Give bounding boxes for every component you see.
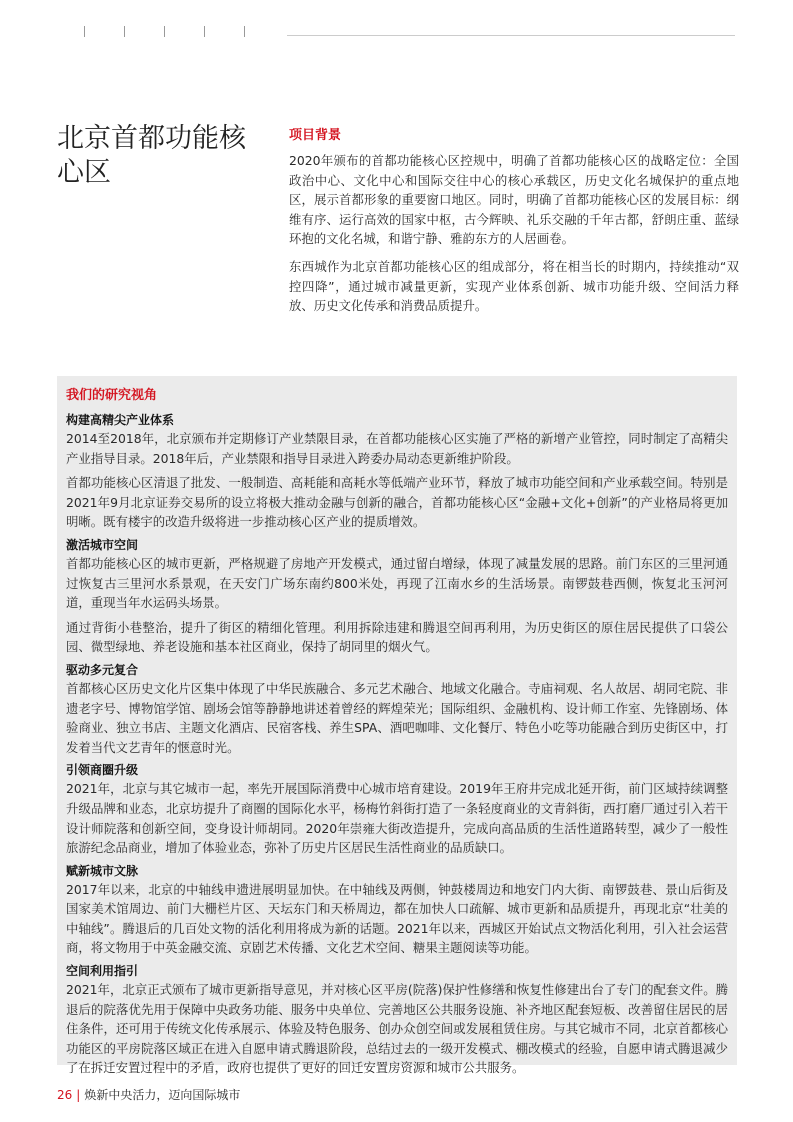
background-paragraph: 2020年颁布的首都功能核心区控规中，明确了首都功能核心区的战略定位：全国政治中心、文化中心和国际交往中心的核心承载区，历史文化名城保护的重点地区，展示首都形象的重要窗口地区。同时，明确了首都功能核心区的发展目标：纲维有序、运行高效的国家中枢，古今辉映、礼乐交融的千年古都，舒朗庄重、蓝绿环抱的文化名城，和谐宁静、雅韵东方的人居画卷。 — [289, 153, 739, 247]
footer-separator: | — [76, 1088, 81, 1102]
section-paragraph: 首都功能核心区的城市更新，严格规避了房地产开发模式，通过留白增绿，体现了减量发展的思路。前门东区的三里河通过恢复古三里河水系景观，在天安门广场东南约800米处，再现了江南水乡的生活场景。南锣鼓巷西侧，恢复北玉河河道，重现当年水运码头场景。 — [66, 555, 728, 611]
header-rule — [287, 35, 735, 36]
section-title: 赋新城市文脉 — [66, 863, 139, 878]
section-paragraph: 2021年，北京正式颁布了城市更新指导意见，并对核心区平房(院落)保护性修缮和恢复性修建出台了专门的配套文件。腾退后的院落优先用于保障中央政务功能、服务中央单位、完善地区公共服务设施、补齐地区配套短板、改善留住居民的居住条件，还可用于传统文化传承展示、体验及特色服务、创办众创空间或发展租赁住房。与其它城市不同，北京首都核心功能区的平房院落区域正在进入自愿申请式腾退阶段，总结过去的一级开发模式、棚改模式的经验，自愿申请式腾退减少了在拆迁安置过程中的矛盾，政府也提供了更好的回迁安置房资源和城市公共服务。 — [66, 982, 728, 1076]
section-paragraph: 首都功能核心区清退了批发、一般制造、高耗能和高耗水等低端产业环节，释放了城市功能空间和产业承载空间。特别是2021年9月北京证券交易所的设立将极大推动金融与创新的融合，首都功能核心区“金融+文化+创新”的产业格局将更加明晰。既有楼宇的改造升级将进一步推动核心区产业的提质增效。 — [66, 475, 728, 530]
research-box — [57, 376, 737, 1076]
background-heading: 项目背景 — [289, 128, 342, 143]
footer-title: 焕新中央活力，迈向国际城市 — [84, 1088, 241, 1102]
section-title: 驱动多元复合 — [66, 662, 139, 677]
header-tick — [164, 26, 165, 37]
section-paragraph: 通过背街小巷整治，提升了街区的精细化管理。利用拆除违建和腾退空间再利用，为历史街区的原住居民提供了口袋公园、微型绿地、养老设施和基本社区商业，保持了胡同里的烟火气。 — [66, 619, 728, 655]
background-paragraph: 东西城作为北京首都功能核心区的组成部分，将在相当长的时期内，持续推动“双控四降”，通过城市减量更新，实现产业体系创新、城市功能升级、空间活力释放、历史文化传承和消费品质提升。 — [289, 258, 739, 314]
section-paragraph: 2014至2018年，北京颁布并定期修订产业禁限目录，在首都功能核心区实施了严格的新增产业管控，同时制定了高精尖产业指导目录。2018年后，产业禁限和指导目录进入跨委办局动态更新维护阶段。 — [66, 431, 728, 466]
section-paragraph: 首都核心区历史文化片区集中体现了中华民族融合、多元艺术融合、地域文化融合。寺庙祠观、名人故居、胡同宅院、非遗老字号、博物馆学馆、剧场会馆等静静地讲述着曾经的辉煌荣光；国际组织、金融机构、设计师工作室、先锋剧场、体验商业、独立书店、主题文化酒店、民宿客栈、养生SPA、酒吧咖啡、文化餐厅、特色小吃等功能融合到历史街区中，打发着当代文艺青年的惬意时光。 — [66, 680, 728, 755]
page-title: 北京首都功能核心区 — [57, 123, 246, 188]
header-tick — [204, 26, 205, 37]
research-heading: 我们的研究视角 — [66, 388, 158, 403]
section-title: 激活城市空间 — [66, 537, 139, 552]
background-section — [289, 124, 739, 324]
section-title: 空间利用指引 — [66, 964, 139, 979]
section-title: 构建高精尖产业体系 — [66, 413, 175, 427]
page-number: 26 — [57, 1088, 73, 1102]
section-paragraph: 2017年以来，北京的中轴线申遗进展明显加快。在中轴线及两侧，钟鼓楼周边和地安门内大街、南锣鼓巷、景山后街及国家美术馆周边、前门大栅栏片区、天坛东门和天桥周边，都在加快人口疏解、城市更新和品质提升，再现北京“壮美的中轴线”。腾退后的几百处文物的活化利用将成为新的话题。2021年以来，西城区开始试点文物活化利用，引入社会运营商，将文物用于中英金融交流、京剧艺术传播、文化艺术空间、糖果主题阅读等功能。 — [66, 881, 728, 956]
section-title: 引领商圈升级 — [66, 763, 139, 778]
header-tick — [84, 26, 85, 37]
section-paragraph: 2021年，北京与其它城市一起，率先开展国际消费中心城市培育建设。2019年王府井完成北延开街，前门区域持续调整升级品牌和业态，北京坊提升了商圈的国际化水平，杨梅竹斜街打造了一条轻度商业的文青斜街，西打磨厂通过引入若干设计师院落和创新空间，变身设计师胡同。2020年崇雍大街改造提升，完成向高品质的生活性道路转型，减少了一般性旅游纪念品商业，增加了体验业态，弥补了历史片区居民生活性商业的品质缺口。 — [66, 781, 728, 856]
header-tick — [244, 26, 245, 37]
header-tick — [124, 26, 125, 37]
page-footer — [57, 1086, 240, 1103]
